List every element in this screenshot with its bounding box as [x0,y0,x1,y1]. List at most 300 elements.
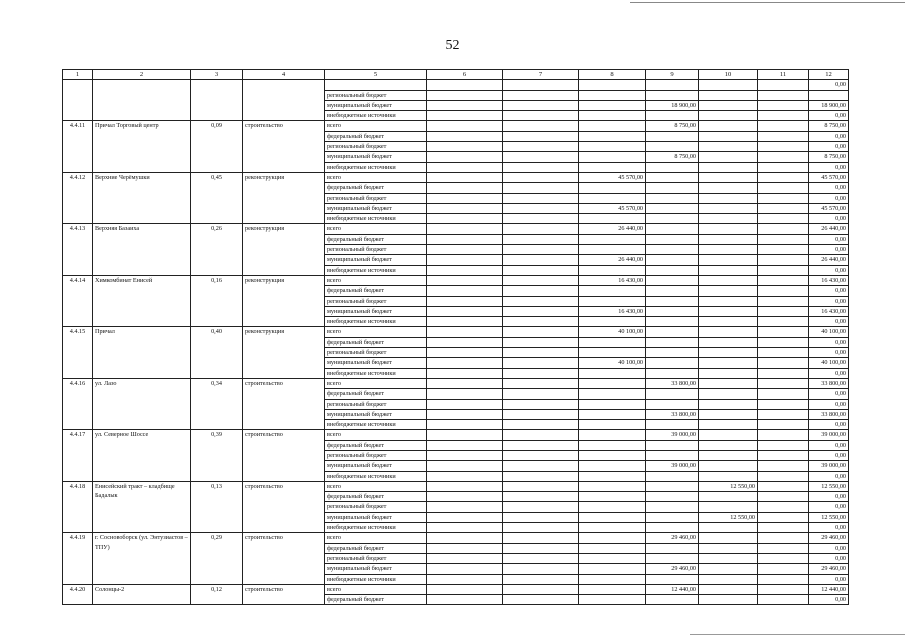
amount-cell [503,224,579,234]
amount-cell [646,286,699,296]
amount-cell [758,533,809,543]
amount-cell [646,317,699,327]
total-cell: 0,00 [809,317,849,327]
table-row [63,378,849,388]
total-cell: 0,00 [809,214,849,224]
amount-cell [427,337,503,347]
funding-source-cell: муниципальный бюджет [325,306,427,316]
amount-cell [699,492,758,502]
funding-source-cell: региональный бюджет [325,399,427,409]
total-cell: 0,00 [809,502,849,512]
amount-cell [758,265,809,275]
total-cell [809,90,849,100]
amount-cell [646,492,699,502]
item-length-cell: 0,16 [191,275,243,326]
amount-cell [646,296,699,306]
amount-cell [503,399,579,409]
amount-cell [427,399,503,409]
item-number-cell: 4.4.16 [63,378,93,429]
amount-cell [579,533,646,543]
amount-cell: 39 000,00 [646,461,699,471]
amount-cell [503,450,579,460]
item-name-cell: Причал [93,327,191,378]
amount-cell [503,543,579,553]
amount-cell [758,100,809,110]
amount-cell [646,348,699,358]
funding-source-cell: федеральный бюджет [325,440,427,450]
total-cell: 0,00 [809,574,849,584]
amount-cell [503,121,579,131]
amount-cell [699,111,758,121]
column-number: 9 [646,70,699,80]
item-name-cell [93,80,191,121]
funding-source-cell: муниципальный бюджет [325,152,427,162]
funding-source-cell: федеральный бюджет [325,183,427,193]
funding-source-cell: всего [325,481,427,491]
total-cell: 8 750,00 [809,121,849,131]
amount-cell [646,595,699,605]
amount-cell [503,100,579,110]
amount-cell [758,358,809,368]
amount-cell [579,564,646,574]
total-cell: 0,00 [809,337,849,347]
amount-cell [699,543,758,553]
amount-cell [427,203,503,213]
total-cell: 0,00 [809,193,849,203]
amount-cell [758,296,809,306]
amount-cell [646,327,699,337]
amount-cell [646,358,699,368]
column-number: 7 [503,70,579,80]
amount-cell [427,121,503,131]
column-number-row [63,70,849,80]
amount-cell [427,553,503,563]
amount-cell [699,461,758,471]
total-cell: 45 570,00 [809,172,849,182]
column-number: 3 [191,70,243,80]
amount-cell [503,80,579,90]
total-cell: 0,00 [809,368,849,378]
amount-cell [646,131,699,141]
amount-cell [699,471,758,481]
amount-cell [699,306,758,316]
amount-cell [699,409,758,419]
amount-cell [427,172,503,182]
amount-cell [579,409,646,419]
amount-cell [646,502,699,512]
total-cell: 29 460,00 [809,533,849,543]
amount-cell [758,193,809,203]
amount-cell: 33 800,00 [646,378,699,388]
amount-cell [427,523,503,533]
amount-cell [646,142,699,152]
funding-source-cell: внебюджетные источники [325,317,427,327]
work-type-cell: реконструкция [243,275,325,326]
amount-cell [427,317,503,327]
amount-cell [427,348,503,358]
amount-cell [579,502,646,512]
amount-cell: 12 550,00 [699,481,758,491]
amount-cell [503,214,579,224]
amount-cell [758,234,809,244]
amount-cell [646,481,699,491]
item-length-cell: 0,12 [191,584,243,605]
amount-cell [646,224,699,234]
amount-cell [579,420,646,430]
amount-cell [503,337,579,347]
work-type-cell: строительство [243,584,325,605]
amount-cell [427,142,503,152]
amount-cell [699,224,758,234]
amount-cell [503,327,579,337]
funding-source-cell: региональный бюджет [325,553,427,563]
amount-cell [579,80,646,90]
item-number-cell: 4.4.20 [63,584,93,605]
amount-cell [427,296,503,306]
total-cell: 0,00 [809,492,849,502]
amount-cell [503,378,579,388]
amount-cell [699,131,758,141]
amount-cell [427,111,503,121]
amount-cell [758,275,809,285]
amount-cell [699,100,758,110]
total-cell: 0,00 [809,286,849,296]
total-cell: 29 460,00 [809,564,849,574]
amount-cell [427,255,503,265]
amount-cell [503,183,579,193]
total-cell: 0,00 [809,162,849,172]
amount-cell: 12 550,00 [699,512,758,522]
amount-cell [579,245,646,255]
amount-cell [427,420,503,430]
total-cell: 45 570,00 [809,203,849,213]
amount-cell [646,265,699,275]
table-row [63,430,849,440]
funding-source-cell: региональный бюджет [325,245,427,255]
amount-cell [758,430,809,440]
amount-cell [699,399,758,409]
total-cell: 0,00 [809,111,849,121]
amount-cell [758,224,809,234]
amount-cell [427,162,503,172]
amount-cell [427,245,503,255]
total-cell: 0,00 [809,389,849,399]
table-row [63,481,849,491]
amount-cell [427,461,503,471]
amount-cell [579,399,646,409]
amount-cell [699,203,758,213]
amount-cell [579,193,646,203]
total-cell: 0,00 [809,183,849,193]
amount-cell [699,265,758,275]
amount-cell [699,245,758,255]
funding-source-cell [325,80,427,90]
total-cell: 0,00 [809,80,849,90]
funding-source-cell: муниципальный бюджет [325,358,427,368]
amount-cell [758,131,809,141]
amount-cell [427,512,503,522]
amount-cell [646,172,699,182]
amount-cell [427,481,503,491]
table-row [63,533,849,543]
amount-cell [758,183,809,193]
total-cell: 0,00 [809,471,849,481]
amount-cell [579,481,646,491]
amount-cell: 45 570,00 [579,203,646,213]
amount-cell [699,275,758,285]
amount-cell: 45 570,00 [579,172,646,182]
amount-cell [427,430,503,440]
funding-source-cell: региональный бюджет [325,142,427,152]
work-type-cell: строительство [243,378,325,429]
amount-cell [503,512,579,522]
total-cell: 0,00 [809,420,849,430]
amount-cell [758,162,809,172]
total-cell: 40 100,00 [809,358,849,368]
amount-cell [646,245,699,255]
amount-cell [699,389,758,399]
funding-source-cell: внебюджетные источники [325,368,427,378]
amount-cell [503,234,579,244]
amount-cell [579,100,646,110]
amount-cell [503,574,579,584]
amount-cell [503,584,579,594]
amount-cell [699,348,758,358]
amount-cell [699,502,758,512]
amount-cell [758,152,809,162]
table-row [63,327,849,337]
amount-cell [427,275,503,285]
funding-source-cell: внебюджетные источники [325,574,427,584]
column-number: 6 [427,70,503,80]
amount-cell [699,142,758,152]
amount-cell [427,327,503,337]
amount-cell [503,420,579,430]
amount-cell [699,368,758,378]
total-cell: 0,00 [809,553,849,563]
amount-cell [503,111,579,121]
funding-source-cell: муниципальный бюджет [325,203,427,213]
item-number-cell: 4.4.15 [63,327,93,378]
total-cell: 33 800,00 [809,409,849,419]
amount-cell [427,574,503,584]
amount-cell [646,440,699,450]
total-cell: 0,00 [809,399,849,409]
amount-cell [699,80,758,90]
funding-source-cell: всего [325,533,427,543]
amount-cell [758,553,809,563]
amount-cell [699,337,758,347]
amount-cell [579,111,646,121]
amount-cell [646,450,699,460]
amount-cell [699,162,758,172]
amount-cell [503,193,579,203]
amount-cell [427,183,503,193]
amount-cell: 16 430,00 [579,275,646,285]
item-length-cell: 0,39 [191,430,243,481]
amount-cell [579,152,646,162]
work-type-cell: строительство [243,533,325,584]
amount-cell [646,275,699,285]
amount-cell [699,317,758,327]
funding-source-cell: внебюджетные источники [325,214,427,224]
amount-cell: 26 440,00 [579,224,646,234]
funding-source-cell: всего [325,275,427,285]
amount-cell [579,584,646,594]
amount-cell [699,378,758,388]
amount-cell [646,389,699,399]
amount-cell [646,306,699,316]
total-cell: 0,00 [809,265,849,275]
amount-cell: 18 900,00 [646,100,699,110]
amount-cell [758,461,809,471]
column-number: 11 [758,70,809,80]
total-cell: 0,00 [809,245,849,255]
amount-cell [699,420,758,430]
funding-source-cell: федеральный бюджет [325,131,427,141]
amount-cell [699,564,758,574]
amount-cell [758,378,809,388]
total-cell: 0,00 [809,142,849,152]
amount-cell [503,296,579,306]
total-cell: 39 000,00 [809,430,849,440]
budget-table [62,69,849,605]
work-type-cell: реконструкция [243,224,325,275]
amount-cell [646,574,699,584]
amount-cell [579,183,646,193]
amount-cell [579,90,646,100]
table-row [63,172,849,182]
amount-cell [758,584,809,594]
amount-cell [758,337,809,347]
amount-cell [427,584,503,594]
amount-cell [427,265,503,275]
amount-cell [579,512,646,522]
item-length-cell: 0,45 [191,172,243,223]
amount-cell [646,471,699,481]
amount-cell [427,409,503,419]
amount-cell [699,183,758,193]
amount-cell [427,193,503,203]
item-name-cell: Верхняя Базаиха [93,224,191,275]
funding-source-cell: всего [325,172,427,182]
amount-cell [699,121,758,131]
amount-cell [427,234,503,244]
amount-cell [503,306,579,316]
amount-cell [579,142,646,152]
item-length-cell: 0,13 [191,481,243,532]
funding-source-cell: федеральный бюджет [325,492,427,502]
amount-cell [503,265,579,275]
item-number-cell: 4.4.11 [63,121,93,172]
amount-cell [503,131,579,141]
amount-cell [758,543,809,553]
amount-cell [646,203,699,213]
amount-cell [579,296,646,306]
amount-cell [758,492,809,502]
amount-cell [503,389,579,399]
total-cell: 18 900,00 [809,100,849,110]
table-body [63,70,849,605]
item-number-cell: 4.4.18 [63,481,93,532]
item-length-cell: 0,26 [191,224,243,275]
amount-cell [699,152,758,162]
amount-cell [758,90,809,100]
amount-cell [427,378,503,388]
item-name-cell: Причал Торговый центр [93,121,191,172]
table-row [63,121,849,131]
amount-cell [579,553,646,563]
column-number: 1 [63,70,93,80]
amount-cell [758,595,809,605]
amount-cell [579,440,646,450]
amount-cell [503,245,579,255]
amount-cell [758,286,809,296]
amount-cell: 29 460,00 [646,564,699,574]
amount-cell [427,471,503,481]
amount-cell: 40 100,00 [579,327,646,337]
amount-cell [503,553,579,563]
amount-cell [646,162,699,172]
amount-cell [579,523,646,533]
item-name-cell: г. Сосновоборск (ул. Энтузиастов – ТПУ) [93,533,191,584]
total-cell: 8 750,00 [809,152,849,162]
work-type-cell: строительство [243,481,325,532]
amount-cell [503,286,579,296]
amount-cell [579,461,646,471]
amount-cell [579,368,646,378]
funding-source-cell: всего [325,327,427,337]
work-type-cell: строительство [243,121,325,172]
amount-cell [503,523,579,533]
amount-cell [579,286,646,296]
amount-cell [699,440,758,450]
amount-cell: 16 430,00 [579,306,646,316]
total-cell: 0,00 [809,234,849,244]
amount-cell [503,564,579,574]
amount-cell [503,481,579,491]
total-cell: 40 100,00 [809,327,849,337]
item-length-cell: 0,29 [191,533,243,584]
total-cell: 16 430,00 [809,275,849,285]
amount-cell [699,234,758,244]
amount-cell [427,306,503,316]
amount-cell [758,420,809,430]
total-cell: 12 440,00 [809,584,849,594]
item-length-cell: 0,34 [191,378,243,429]
amount-cell [427,595,503,605]
amount-cell [427,492,503,502]
work-type-cell: строительство [243,430,325,481]
amount-cell [503,275,579,285]
amount-cell [427,533,503,543]
amount-cell [427,80,503,90]
funding-source-cell: региональный бюджет [325,348,427,358]
funding-source-cell: региональный бюджет [325,193,427,203]
amount-cell [646,193,699,203]
amount-cell [699,286,758,296]
table-row [63,584,849,594]
amount-cell [699,450,758,460]
amount-cell [427,450,503,460]
amount-cell [427,543,503,553]
amount-cell [503,502,579,512]
amount-cell [427,389,503,399]
amount-cell [758,471,809,481]
funding-source-cell: внебюджетные источники [325,523,427,533]
amount-cell [503,90,579,100]
amount-cell [503,172,579,182]
